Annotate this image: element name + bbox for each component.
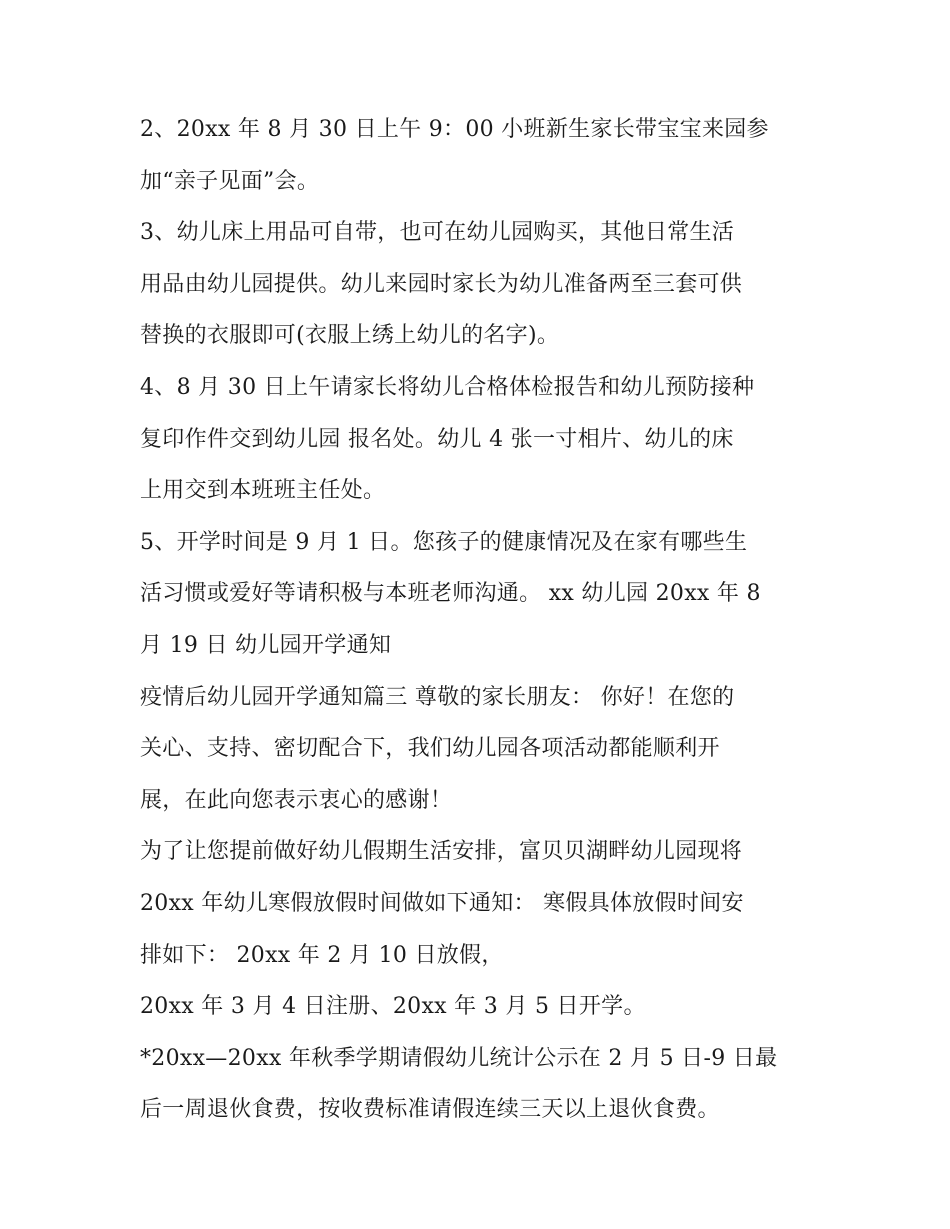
text-line: 复印作件交到幼儿园 报名处。幼儿 4 张一寸相片、幼儿的床 — [140, 426, 734, 452]
text-line: 5、开学时间是 9 月 1 日。您孩子的健康情况及在家有哪些生 — [140, 529, 748, 555]
document-body — [140, 104, 830, 1136]
text-line: *20xx—20xx 年秋季学期请假幼儿统计公示在 2 月 5 日-9 日最 — [140, 1045, 778, 1071]
text-line: 上用交到本班班主任处。 — [140, 478, 386, 504]
text-line: 2、20xx 年 8 月 30 日上午 9：00 小班新生家长带宝宝来园参 — [140, 117, 769, 142]
text-line: 疫情后幼儿园开学通知篇三 尊敬的家长朋友： 你好！在您的 — [140, 684, 735, 710]
text-line: 月 19 日 幼儿园开学通知 — [140, 632, 392, 658]
text-line: 加“亲子见面”会。 — [140, 168, 320, 194]
text-line: 20xx 年 3 月 4 日注册、20xx 年 3 月 5 日开学。 — [140, 994, 646, 1020]
text-line: 活习惯或爱好等请积极与本班老师沟通。 xx 幼儿园 20xx 年 8 — [140, 581, 761, 607]
text-line: 替换的衣服即可(衣服上绣上幼儿的名字)。 — [140, 323, 560, 349]
text-line: 4、8 月 30 日上午请家长将幼儿合格体检报告和幼儿预防接种 — [140, 374, 755, 400]
text-line: 为了让您提前做好幼儿假期生活安排，富贝贝湖畔幼儿园现将 — [140, 839, 743, 865]
text-line: 排如下： 20xx 年 2 月 10 日放假， — [140, 942, 504, 968]
text-line: 20xx 年幼儿寒假放假时间做如下通知： 寒假具体放假时间安 — [140, 890, 744, 916]
text-line: 展，在此向您表示衷心的感谢！ — [140, 787, 453, 813]
text-line: 关心、支持、密切配合下，我们幼儿园各项活动都能顺利开 — [140, 736, 720, 762]
text-line: 3、幼儿床上用品可自带，也可在幼儿园购买，其他日常生活 — [140, 220, 735, 246]
text-line: 用品由幼儿园提供。幼儿来园时家长为幼儿准备两至三套可供 — [140, 271, 743, 297]
text-line: 后一周退伙食费，按收费标准请假连续三天以上退伙食费。 — [140, 1097, 720, 1123]
